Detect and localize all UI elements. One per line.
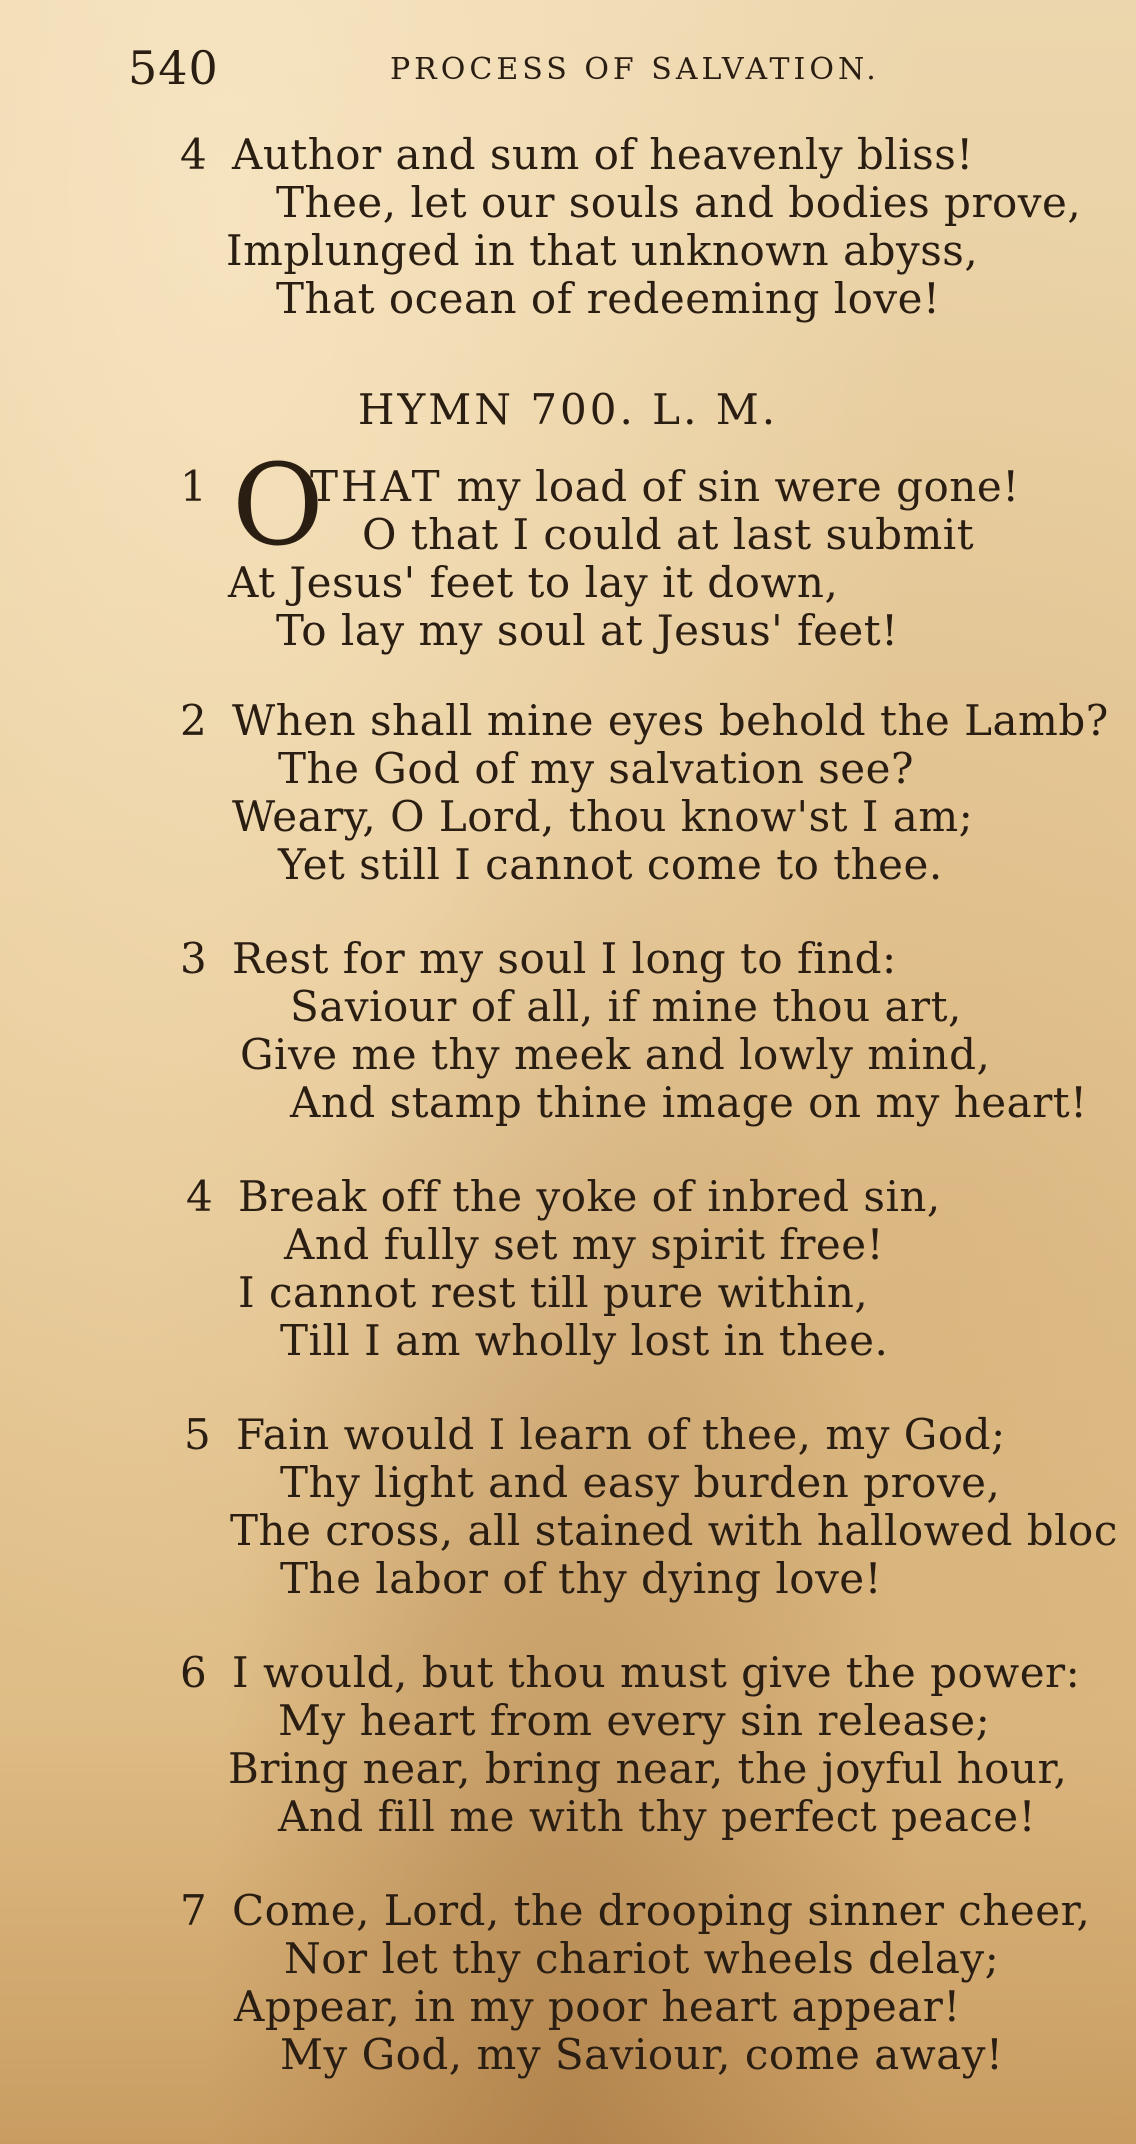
stanza-line: Implunged in that unknown abyss,	[226, 226, 979, 275]
stanza-line: The cross, all stained with hallowed bloc	[230, 1506, 1118, 1555]
stanza-line: Give me thy meek and lowly mind,	[240, 1030, 991, 1079]
stanza-number: 3	[180, 934, 207, 983]
stanza-line: And fill me with thy perfect peace!	[278, 1792, 1037, 1841]
stanza-line: My heart from every sin release;	[278, 1696, 991, 1745]
running-title: PROCESS OF SALVATION.	[390, 52, 880, 87]
page-number: 540	[128, 41, 219, 95]
stanza-line: Till I am wholly lost in thee.	[280, 1316, 889, 1365]
stanza-line: The God of my salvation see?	[278, 744, 915, 793]
stanza-line: Weary, O Lord, thou know'st I am;	[232, 792, 974, 841]
hymn-title: HYMN 700. L. M.	[357, 385, 779, 434]
stanza-line: Saviour of all, if mine thou art,	[290, 982, 962, 1031]
stanza-line: And fully set my spirit free!	[284, 1220, 885, 1269]
stanza-number: 4	[186, 1172, 213, 1221]
stanza-line: That ocean of redeeming love!	[276, 274, 941, 323]
first-word: THAT	[310, 462, 443, 511]
stanza-line: Rest for my soul I long to find:	[232, 934, 897, 983]
stanza-line: I cannot rest till pure within,	[238, 1268, 869, 1317]
stanza-line: Thy light and easy burden prove,	[280, 1458, 1001, 1507]
stanza-line: Thee, let our souls and bodies prove,	[276, 178, 1082, 227]
stanza-line: Fain would I learn of thee, my God;	[236, 1410, 1006, 1459]
stanza-number: 2	[180, 696, 207, 745]
stanza-number: 4	[180, 130, 207, 179]
stanza-number: 1	[180, 462, 207, 511]
stanza-line: At Jesus' feet to lay it down,	[228, 558, 839, 607]
stanza-line: Come, Lord, the drooping sinner cheer,	[232, 1886, 1091, 1935]
page-header	[0, 38, 1136, 98]
stanza-number: 5	[184, 1410, 211, 1459]
stanza-line: The labor of thy dying love!	[280, 1554, 883, 1603]
stanza-line	[310, 462, 1020, 512]
stanza-line: Appear, in my poor heart appear!	[234, 1982, 961, 2031]
stanza-line: And stamp thine image on my heart!	[290, 1078, 1088, 1127]
stanza-number: 7	[180, 1886, 207, 1935]
stanza-number: 6	[180, 1648, 207, 1697]
first-line-rest: my load of sin were gone!	[442, 462, 1020, 511]
stanza-line: Author and sum of heavenly bliss!	[232, 130, 974, 179]
stanza-line: I would, but thou must give the power:	[232, 1648, 1081, 1697]
stanza-line: When shall mine eyes behold the Lamb?	[232, 696, 1109, 745]
stanza-line: Bring near, bring near, the joyful hour,	[228, 1744, 1068, 1793]
stanza-line: Yet still I cannot come to thee.	[278, 840, 943, 889]
drop-cap: O	[232, 441, 324, 571]
stanza-line: My God, my Saviour, come away!	[280, 2030, 1004, 2079]
stanza-line: Break off the yoke of inbred sin,	[238, 1172, 941, 1221]
stanza-line: O that I could at last submit	[362, 510, 975, 559]
stanza-line: To lay my soul at Jesus' feet!	[276, 606, 899, 655]
stanza-line: Nor let thy chariot wheels delay;	[284, 1934, 1000, 1983]
